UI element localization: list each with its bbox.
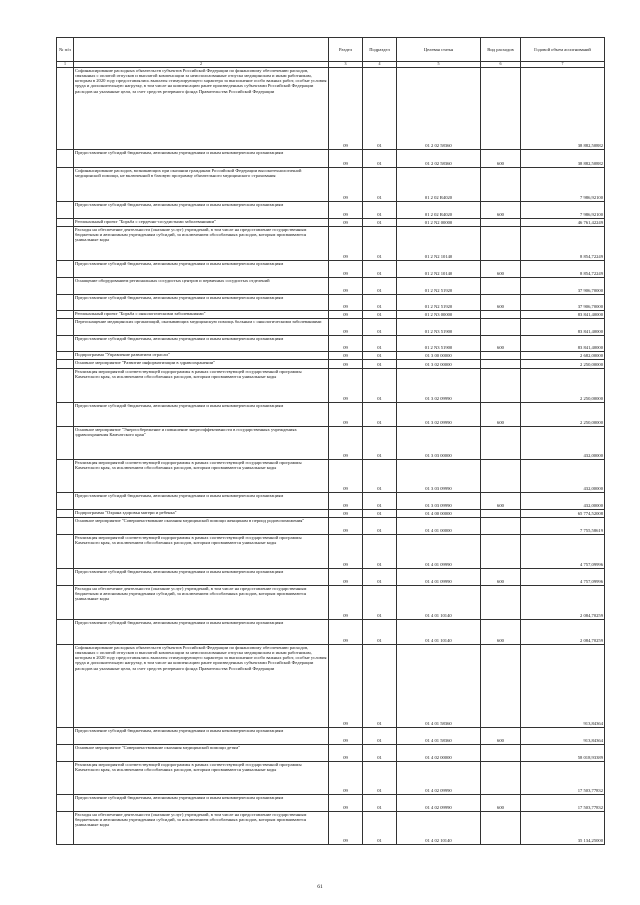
cell-razdel: 09 (329, 294, 363, 310)
cell-target-article: 01 2 N2 51920 (397, 277, 481, 294)
cell-name: Предоставление субсидий бюджетным, автономным учреждениям и иным некоммерческим организациям (74, 619, 329, 644)
cell-annual-amount: 7 755,58619 (521, 517, 605, 534)
cell-name: Подпрограмма "Управление развитием отрасли" (74, 351, 329, 359)
cell-razdel: 09 (329, 727, 363, 744)
cell-expense-type: 600 (481, 492, 521, 509)
cell-annual-amount: 38 882,50882 (521, 67, 605, 149)
cell-annual-amount: 46 761,42249 (521, 218, 605, 226)
cell-num (57, 368, 74, 402)
cell-annual-amount: 8 854,72249 (521, 260, 605, 277)
cell-expense-type (481, 811, 521, 844)
cell-target-article: 01 2 02 R4020 (397, 201, 481, 218)
cell-annual-amount: 7 986,92100 (521, 167, 605, 201)
cell-name: Реализация мероприятий соответствующей подпрограммы в рамках соответствующей государственной программы Камчатского края, за исключением обособленных расходов, которым присваиваются уникальные коды (74, 534, 329, 568)
cell-num (57, 201, 74, 218)
cell-razdel: 09 (329, 277, 363, 294)
table-row (57, 644, 605, 727)
cell-target-article: 01 3 03 09990 (397, 492, 481, 509)
column-index: 4 (363, 62, 397, 68)
cell-podrazdel: 01 (363, 644, 397, 727)
cell-annual-amount: 432,00000 (521, 426, 605, 459)
table-row (57, 744, 605, 761)
cell-name: Реализация мероприятий соответствующей подпрограммы в рамках соответствующей государственной программы Камчатского края, за исключением обособленных расходов, которым присваиваются уникальные коды (74, 459, 329, 492)
cell-expense-type (481, 277, 521, 294)
cell-razdel: 09 (329, 794, 363, 811)
table-row (57, 811, 605, 844)
table-body (57, 67, 605, 844)
cell-razdel: 09 (329, 402, 363, 426)
cell-target-article: 01 4 01 10140 (397, 585, 481, 619)
cell-podrazdel: 01 (363, 585, 397, 619)
cell-name: Расходы на обеспечение деятельности (оказание услуг) учреждений, в том числе на предоставление государственным бюджетным и автономным учреждениям субсидий, за исключением обособленных расходов, которым присваиваются уникальные коды (74, 585, 329, 619)
cell-target-article: 01 3 00 00000 (397, 351, 481, 359)
cell-name: Предоставление субсидий бюджетным, автономным учреждениям и иным некоммерческим организациям (74, 260, 329, 277)
cell-podrazdel: 01 (363, 359, 397, 368)
header-expense-type: Вид расходов (481, 38, 521, 62)
cell-target-article: 01 2 N2 10140 (397, 226, 481, 260)
cell-podrazdel: 01 (363, 226, 397, 260)
cell-name: Предоставление субсидий бюджетным, автономным учреждениям и иным некоммерческим организациям (74, 492, 329, 509)
cell-razdel: 09 (329, 811, 363, 844)
cell-expense-type: 600 (481, 727, 521, 744)
cell-podrazdel: 01 (363, 218, 397, 226)
cell-num (57, 761, 74, 794)
table-row (57, 167, 605, 201)
cell-razdel: 09 (329, 368, 363, 402)
cell-name: Предоставление субсидий бюджетным, автономным учреждениям и иным некоммерческим организациям (74, 201, 329, 218)
cell-num (57, 67, 74, 149)
table-row (57, 534, 605, 568)
cell-name: Реализация мероприятий соответствующей подпрограммы в рамках соответствующей государственной программы Камчатского края, за исключением обособленных расходов, которым присваиваются уникальные коды (74, 368, 329, 402)
cell-target-article: 01 3 03 00000 (397, 426, 481, 459)
table-row (57, 226, 605, 260)
cell-expense-type (481, 509, 521, 517)
table-row (57, 619, 605, 644)
cell-podrazdel: 01 (363, 310, 397, 318)
cell-expense-type (481, 226, 521, 260)
cell-target-article: 01 4 01 58360 (397, 644, 481, 727)
cell-podrazdel: 01 (363, 149, 397, 167)
cell-name: Расходы на обеспечение деятельности (оказание услуг) учреждений, в том числе на предоставление государственным бюджетным и автономным учреждениям субсидий, за исключением обособленных расходов, которым присваиваются уникальные коды (74, 226, 329, 260)
cell-expense-type (481, 517, 521, 534)
cell-podrazdel: 01 (363, 517, 397, 534)
table-row (57, 585, 605, 619)
cell-podrazdel: 01 (363, 318, 397, 335)
cell-num (57, 351, 74, 359)
table-row (57, 509, 605, 517)
cell-razdel: 09 (329, 149, 363, 167)
cell-razdel: 09 (329, 260, 363, 277)
cell-target-article: 01 3 03 09990 (397, 459, 481, 492)
cell-num (57, 585, 74, 619)
cell-target-article: 01 3 02 09990 (397, 368, 481, 402)
cell-name: Подпрограмма "Охрана здоровья матери и ребенка" (74, 509, 329, 517)
cell-target-article: 01 4 01 09990 (397, 568, 481, 585)
cell-target-article: 01 3 02 09990 (397, 402, 481, 426)
cell-razdel: 09 (329, 426, 363, 459)
table-row (57, 310, 605, 318)
cell-annual-amount: 58 018,93389 (521, 744, 605, 761)
cell-name: Предоставление субсидий бюджетным, автономным учреждениям и иным некоммерческим организациям (74, 402, 329, 426)
cell-annual-amount: 2 084,70259 (521, 619, 605, 644)
column-index: 1 (57, 62, 74, 68)
table-row (57, 492, 605, 509)
cell-name: Основное мероприятие "Совершенствование оказания медицинской помощи женщинам в период родовспоможения" (74, 517, 329, 534)
cell-razdel: 09 (329, 644, 363, 727)
cell-num (57, 644, 74, 727)
cell-podrazdel: 01 (363, 811, 397, 844)
cell-num (57, 534, 74, 568)
cell-podrazdel: 01 (363, 744, 397, 761)
cell-annual-amount: 37 906,70000 (521, 277, 605, 294)
cell-expense-type: 600 (481, 335, 521, 351)
cell-num (57, 402, 74, 426)
cell-podrazdel: 01 (363, 351, 397, 359)
cell-razdel: 09 (329, 359, 363, 368)
page-number: 61 (317, 884, 323, 890)
table-row (57, 218, 605, 226)
cell-num (57, 744, 74, 761)
cell-annual-amount: 83 841,40000 (521, 310, 605, 318)
cell-num (57, 509, 74, 517)
cell-name: Основное мероприятие "Энергосбережение и повышение энергоэффективности в государственных учреждениях здравоохранения Камчатского края" (74, 426, 329, 459)
cell-annual-amount: 38 882,50882 (521, 149, 605, 167)
cell-target-article: 01 2 N3 51900 (397, 318, 481, 335)
table-row (57, 459, 605, 492)
cell-name: Предоставление субсидий бюджетным, автономным учреждениям и иным некоммерческим организациям (74, 727, 329, 744)
cell-expense-type (481, 167, 521, 201)
cell-razdel: 09 (329, 201, 363, 218)
table-row (57, 568, 605, 585)
cell-razdel: 09 (329, 67, 363, 149)
cell-annual-amount: 83 841,40000 (521, 318, 605, 335)
cell-podrazdel: 01 (363, 277, 397, 294)
cell-razdel: 09 (329, 568, 363, 585)
cell-annual-amount: 4 757,09996 (521, 568, 605, 585)
cell-num (57, 335, 74, 351)
cell-podrazdel: 01 (363, 167, 397, 201)
cell-annual-amount: 2 682,00000 (521, 351, 605, 359)
cell-podrazdel: 01 (363, 426, 397, 459)
cell-expense-type (481, 318, 521, 335)
cell-razdel: 09 (329, 459, 363, 492)
cell-razdel: 09 (329, 619, 363, 644)
cell-name: Предоставление субсидий бюджетным, автономным учреждениям и иным некоммерческим организациям (74, 335, 329, 351)
table-row (57, 727, 605, 744)
header-target-article: Целевая статья (397, 38, 481, 62)
cell-num (57, 277, 74, 294)
cell-num (57, 167, 74, 201)
cell-name: Предоставление субсидий бюджетным, автономным учреждениям и иным некоммерческим организациям (74, 294, 329, 310)
cell-num (57, 568, 74, 585)
cell-podrazdel: 01 (363, 568, 397, 585)
cell-expense-type: 600 (481, 201, 521, 218)
cell-num (57, 727, 74, 744)
table-row (57, 368, 605, 402)
cell-name: Региональный проект "Борьба с сердечно-сосудистыми заболеваниями" (74, 218, 329, 226)
cell-expense-type (481, 218, 521, 226)
cell-name: Предоставление субсидий бюджетным, автономным учреждениям и иным некоммерческим организациям (74, 794, 329, 811)
column-index: 5 (397, 62, 481, 68)
table-row (57, 402, 605, 426)
cell-annual-amount: 65 774,52008 (521, 509, 605, 517)
cell-razdel: 09 (329, 585, 363, 619)
cell-num (57, 459, 74, 492)
cell-num (57, 811, 74, 844)
cell-target-article: 01 2 N2 10140 (397, 260, 481, 277)
cell-annual-amount: 17 503,77832 (521, 794, 605, 811)
cell-expense-type (481, 426, 521, 459)
cell-target-article: 01 2 02 58360 (397, 67, 481, 149)
cell-annual-amount: 7 986,92100 (521, 201, 605, 218)
cell-name: Основное мероприятие "Развитие информатизации в здравоохранении" (74, 359, 329, 368)
cell-annual-amount: 2 250,00000 (521, 359, 605, 368)
cell-name: Софинансирование расходов, возникающих при оказании гражданам Российской Федерации высокотехнологичной медицинской помощи, не включенной в базовую программу обязательного медицинского страхования (74, 167, 329, 201)
table-row (57, 149, 605, 167)
table-row (57, 359, 605, 368)
cell-expense-type (481, 359, 521, 368)
table-row (57, 260, 605, 277)
cell-name: Предоставление субсидий бюджетным, автономным учреждениям и иным некоммерческим организациям (74, 568, 329, 585)
cell-name: Софинансирование расходных обязательств субъектов Российской Федерации по финансовому обеспечению расходов, связанных с оплатой отпусков и выплатой компенсации за неиспользованные отпуска медицинским и иным работникам, которым в 2020 году предоставлялись выплаты стимулирующего характера за выполнение особо важных работ, особые условия труда и дополнительную нагрузку, в том числе на компенсацию ранее произведенных субъектами Российской Федерации расходов на указанные цели, за счет средств резервного фонда Правительства Российской Федерации (74, 67, 329, 149)
cell-expense-type: 600 (481, 294, 521, 310)
cell-razdel: 09 (329, 761, 363, 794)
cell-annual-amount: 913,84364 (521, 644, 605, 727)
table-row (57, 794, 605, 811)
cell-num (57, 294, 74, 310)
header-row (57, 38, 605, 62)
cell-num (57, 492, 74, 509)
header-razdel: Раздел (329, 38, 363, 62)
cell-annual-amount: 8 854,72249 (521, 226, 605, 260)
cell-name: Основное мероприятие "Совершенствование оказания медицинской помощи детям" (74, 744, 329, 761)
cell-podrazdel: 01 (363, 368, 397, 402)
cell-target-article: 01 4 02 09990 (397, 761, 481, 794)
cell-podrazdel: 01 (363, 794, 397, 811)
cell-target-article: 01 4 01 00000 (397, 517, 481, 534)
cell-name: Софинансирование расходных обязательств субъектов Российской Федерации по финансовому обеспечению расходов, связанных с оплатой отпусков и выплатой компенсации за неиспользованные отпуска медицинским и иным работникам, которым в 2020 году предоставлялись выплаты стимулирующего характера за выполнение особо важных работ, особые условия труда и дополнительную нагрузку, в том числе на компенсацию ранее произведенных субъектами Российской Федерации расходов на указанные цели, за счет средств резервного фонда Правительства Российской Федерации (74, 644, 329, 727)
cell-annual-amount: 2 250,00000 (521, 402, 605, 426)
table-row (57, 426, 605, 459)
cell-expense-type (481, 310, 521, 318)
cell-razdel: 09 (329, 310, 363, 318)
header-num: № п/п (57, 38, 74, 62)
cell-num (57, 619, 74, 644)
cell-target-article: 01 2 N3 51900 (397, 335, 481, 351)
column-index: 3 (329, 62, 363, 68)
cell-podrazdel: 01 (363, 294, 397, 310)
table-row (57, 517, 605, 534)
cell-name: Реализация мероприятий соответствующей подпрограммы в рамках соответствующей государственной программы Камчатского края, за исключением обособленных расходов, которым присваиваются уникальные коды (74, 761, 329, 794)
cell-expense-type (481, 585, 521, 619)
table-row (57, 294, 605, 310)
cell-target-article: 01 4 02 10140 (397, 811, 481, 844)
cell-num (57, 218, 74, 226)
cell-target-article: 01 4 01 58360 (397, 727, 481, 744)
cell-expense-type (481, 351, 521, 359)
cell-num (57, 426, 74, 459)
cell-podrazdel: 01 (363, 727, 397, 744)
cell-razdel: 09 (329, 318, 363, 335)
column-index: 7 (521, 62, 605, 68)
cell-expense-type (481, 534, 521, 568)
cell-target-article: 01 4 02 00000 (397, 744, 481, 761)
cell-razdel: 09 (329, 335, 363, 351)
cell-annual-amount: 913,84364 (521, 727, 605, 744)
cell-razdel: 09 (329, 509, 363, 517)
budget-table (56, 37, 605, 845)
table-row (57, 335, 605, 351)
cell-expense-type (481, 459, 521, 492)
cell-podrazdel: 01 (363, 67, 397, 149)
cell-razdel: 09 (329, 534, 363, 568)
cell-razdel: 09 (329, 492, 363, 509)
table-row (57, 761, 605, 794)
cell-num (57, 359, 74, 368)
table-row (57, 67, 605, 149)
cell-razdel: 09 (329, 218, 363, 226)
cell-annual-amount: 2 084,70259 (521, 585, 605, 619)
header-annual-amount: Годовой объем ассигнований (521, 38, 605, 62)
cell-annual-amount: 35 134,25000 (521, 811, 605, 844)
cell-podrazdel: 01 (363, 619, 397, 644)
cell-annual-amount: 432,00000 (521, 459, 605, 492)
cell-expense-type: 600 (481, 402, 521, 426)
cell-expense-type: 600 (481, 794, 521, 811)
header-podrazdel: Подраздел (363, 38, 397, 62)
cell-razdel: 09 (329, 744, 363, 761)
cell-expense-type (481, 761, 521, 794)
cell-razdel: 09 (329, 517, 363, 534)
cell-razdel: 09 (329, 167, 363, 201)
cell-target-article: 01 3 02 00000 (397, 359, 481, 368)
cell-target-article: 01 4 02 09990 (397, 794, 481, 811)
cell-expense-type (481, 744, 521, 761)
cell-podrazdel: 01 (363, 534, 397, 568)
cell-annual-amount: 37 906,70000 (521, 294, 605, 310)
cell-target-article: 01 2 N2 51920 (397, 294, 481, 310)
cell-podrazdel: 01 (363, 335, 397, 351)
cell-target-article: 01 2 02 58360 (397, 149, 481, 167)
cell-target-article: 01 2 02 R4020 (397, 167, 481, 201)
cell-name: Предоставление субсидий бюджетным, автономным учреждениям и иным некоммерческим организациям (74, 149, 329, 167)
cell-num (57, 318, 74, 335)
cell-name: Расходы на обеспечение деятельности (оказание услуг) учреждений, в том числе на предоставление государственным бюджетным и автономным учреждениям субсидий, за исключением обособленных расходов, которым присваиваются уникальные коды (74, 811, 329, 844)
column-index: 6 (481, 62, 521, 68)
cell-num (57, 517, 74, 534)
cell-podrazdel: 01 (363, 492, 397, 509)
table-row (57, 351, 605, 359)
table-row (57, 201, 605, 218)
cell-target-article: 01 2 N3 00000 (397, 310, 481, 318)
budget-table-sheet (56, 37, 604, 845)
cell-podrazdel: 01 (363, 402, 397, 426)
cell-num (57, 310, 74, 318)
cell-num (57, 794, 74, 811)
cell-podrazdel: 01 (363, 509, 397, 517)
cell-annual-amount: 17 503,77832 (521, 761, 605, 794)
cell-annual-amount: 4 757,09996 (521, 534, 605, 568)
cell-expense-type: 600 (481, 260, 521, 277)
table-row (57, 318, 605, 335)
cell-razdel: 09 (329, 351, 363, 359)
cell-name: Региональный проект "Борьба с онкологическими заболеваниями" (74, 310, 329, 318)
cell-name: Оснащение оборудованием региональных сосудистых центров и первичных сосудистых отделений (74, 277, 329, 294)
cell-expense-type (481, 67, 521, 149)
header-name (74, 38, 329, 62)
cell-target-article: 01 4 01 09990 (397, 534, 481, 568)
table-row (57, 277, 605, 294)
cell-expense-type (481, 368, 521, 402)
cell-podrazdel: 01 (363, 459, 397, 492)
column-index: 2 (74, 62, 329, 68)
cell-target-article: 01 4 01 10140 (397, 619, 481, 644)
cell-num (57, 149, 74, 167)
cell-expense-type: 600 (481, 619, 521, 644)
cell-target-article: 01 2 N2 00000 (397, 218, 481, 226)
cell-num (57, 260, 74, 277)
cell-target-article: 01 4 00 00000 (397, 509, 481, 517)
cell-annual-amount: 2 250,00000 (521, 368, 605, 402)
cell-annual-amount: 432,00000 (521, 492, 605, 509)
cell-expense-type: 600 (481, 568, 521, 585)
cell-podrazdel: 01 (363, 761, 397, 794)
cell-name: Переоснащение медицинских организаций, оказывающих медицинскую помощь больным с онкологическими заболеваниями (74, 318, 329, 335)
cell-razdel: 09 (329, 226, 363, 260)
cell-expense-type: 600 (481, 149, 521, 167)
cell-num (57, 226, 74, 260)
cell-annual-amount: 83 841,40000 (521, 335, 605, 351)
cell-podrazdel: 01 (363, 201, 397, 218)
cell-podrazdel: 01 (363, 260, 397, 277)
cell-expense-type (481, 644, 521, 727)
